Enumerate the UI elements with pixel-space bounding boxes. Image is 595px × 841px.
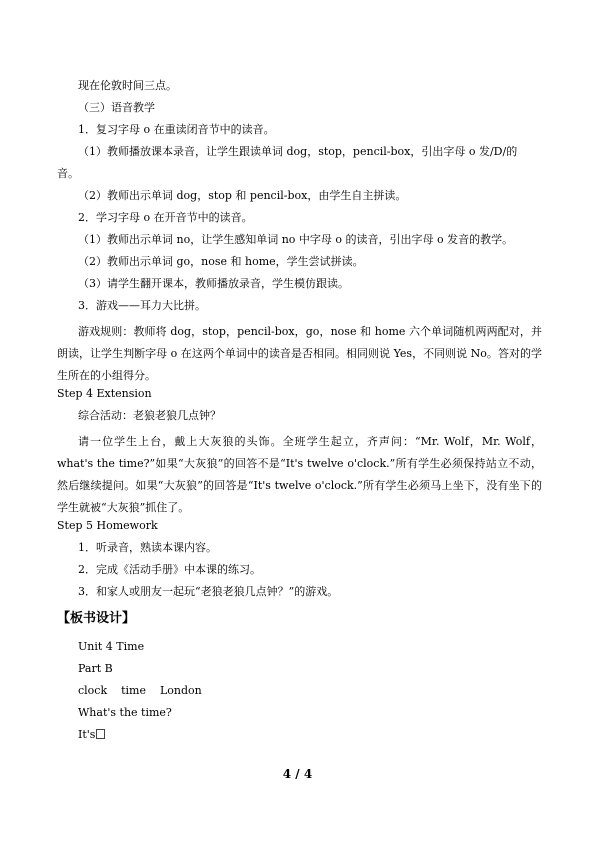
step4-title: Step 4 Extension — [57, 387, 152, 400]
text-line: 音。 — [57, 167, 79, 180]
homework-item: 3．和家人或朋友一起玩“老狼老狼几点钟？”的游戏。 — [78, 585, 339, 598]
homework-item: 1．听录音，熟读本课内容。 — [78, 541, 217, 554]
board-answer-line — [78, 728, 105, 742]
text-line: （2）教师出示单词 go，nose 和 home，学生尝试拼读。 — [78, 255, 364, 268]
text-line: （2）教师出示单词 dog，stop 和 pencil-box，由学生自主拼读。 — [78, 189, 407, 202]
step5-title: Step 5 Homework — [57, 519, 158, 532]
game-rule-paragraph: 游戏规则：教师将 dog，stop，pencil-box，go，nose 和 home 六个单词随机两两配对，并朗读，让学生判断字母 o 在这两个单词中的读音是否相同。相同则说 Yes，不同则说 No。答对的学生所在的小组得分。 — [57, 325, 542, 382]
text-line: 1．复习字母 o 在重读闭音节中的读音。 — [78, 123, 275, 136]
missing-glyph-icon — [96, 729, 105, 739]
board-design-heading: 【板书设计】 — [57, 611, 136, 626]
text-line: 2．学习字母 o 在开音节中的读音。 — [78, 211, 253, 224]
text-line: （3）请学生翻开课本，教师播放录音，学生模仿跟读。 — [78, 277, 349, 290]
board-unit: Unit 4 Time — [78, 640, 145, 653]
homework-item: 2．完成《活动手册》中本课的练习。 — [78, 563, 261, 576]
section-heading: （三）语音教学 — [78, 101, 155, 114]
step4-activity: 综合活动：老狼老狼几点钟？ — [78, 409, 221, 422]
text-line: 3．游戏——耳力大比拼。 — [78, 299, 206, 312]
text-line: （1）教师播放课本录音，让学生跟读单词 dog，stop，pencil-box，引出字母 o 发/D/的 — [78, 145, 518, 158]
step4-body-paragraph: 请一位学生上台，戴上大灰狼的头饰。全班学生起立，齐声问：“Mr. Wolf，Mr. Wolf，what's the time?”如果“大灰狼”的回答不是“It's twelve o'clock.”所有学生必须保持站立不动，然后继续提问。如果“大灰狼”的回答是“It's twelve o'clock.”所有学生必须马上坐下，没有坐下的学生就被“大灰狼”抓住了。 — [57, 435, 542, 514]
text-line: 现在伦敦时间三点。 — [78, 79, 177, 92]
page-number: 4 / 4 — [282, 767, 313, 781]
board-answer: It's — [78, 728, 96, 741]
board-words: clock time London — [78, 684, 202, 697]
board-part: Part B — [78, 662, 113, 675]
text-line: （1）教师出示单词 no，让学生感知单词 no 中字母 o 的读音，引出字母 o 发音的教学。 — [78, 233, 514, 246]
board-question: What's the time? — [78, 706, 172, 719]
